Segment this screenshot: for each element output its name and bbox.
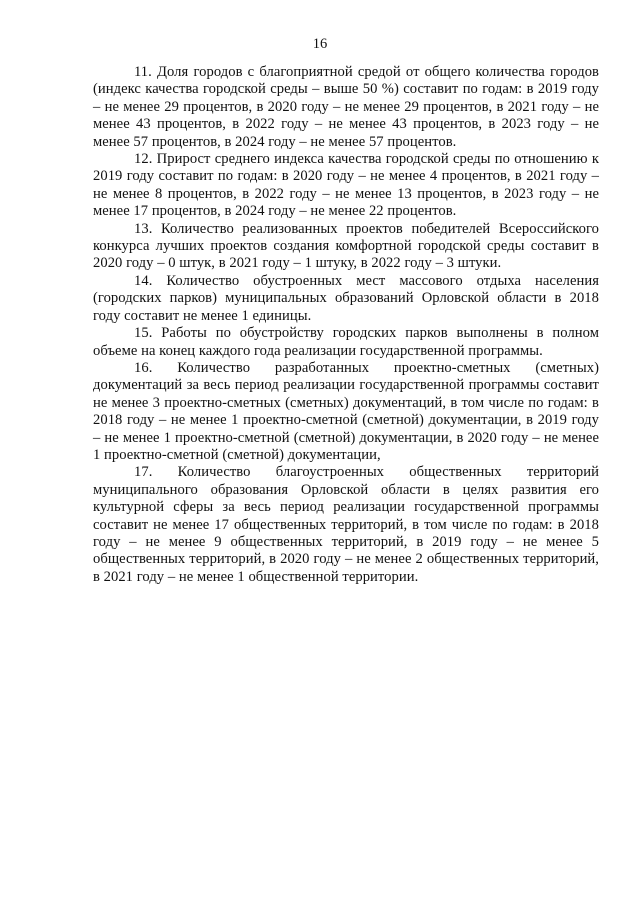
paragraph-14: 14. Количество обустроенных мест массового отдыха населения (городских парков) муниципальных образований Орловской области в 2018 году составит не менее 1 единицы. — [93, 272, 599, 324]
paragraph-11: 11. Доля городов с благоприятной средой от общего количества городов (индекс качества городской среды – выше 50 %) составит по годам: в 2019 году – не менее 29 процентов, в 2020 году – не менее 29 процентов, в 2021 году – не менее 43 процентов, в 2022 году – не менее 43 процентов, в 2023 году – не менее 57 процентов, в 2024 году – не менее 57 процентов. — [93, 64, 599, 150]
paragraph-15: 15. Работы по обустройству городских парков выполнены в полном объеме на конец каждого года реализации государственной программы. — [93, 325, 599, 359]
document-body — [93, 64, 599, 586]
paragraph-17: 17. Количество благоустроенных общественных территорий муниципального образования Орловской области в целях развития его культурной сферы за весь период реализации государственной программы составит не менее 17 общественных территорий, в том числе по годам: в 2018 году – не менее 9 общественных территорий, в 2019 году – не менее 5 общественных территорий, в 2020 году – не менее 2 общественных территорий, в 2021 году – не менее 1 общественной территории. — [93, 464, 599, 585]
page-number: 16 — [312, 36, 328, 52]
paragraph-12: 12. Прирост среднего индекса качества городской среды по отношению к 2019 году составит по годам: в 2020 году – не менее 4 процентов, в 2021 году – не менее 8 процентов, в 2022 году – не менее 13 процентов, в 2023 году – не менее 17 процентов, в 2024 году – не менее 22 процентов. — [93, 151, 599, 220]
paragraph-16: 16. Количество разработанных проектно-сметных (сметных) документаций за весь период реализации государственной программы составит не менее 3 проектно-сметных (сметных) документаций, в том числе по годам: в 2018 году – не менее 1 проектно-сметной (сметной) документации, в 2019 году – не менее 1 проектно-сметной (сметной) документации, в 2020 году – не менее 1 проектно-сметной (сметной) документации, — [93, 359, 599, 463]
paragraph-13: 13. Количество реализованных проектов победителей Всероссийского конкурса лучших проектов создания комфортной городской среды составит в 2020 году – 0 штук, в 2021 году – 1 штуку, в 2022 году – 3 штуки. — [93, 220, 599, 272]
